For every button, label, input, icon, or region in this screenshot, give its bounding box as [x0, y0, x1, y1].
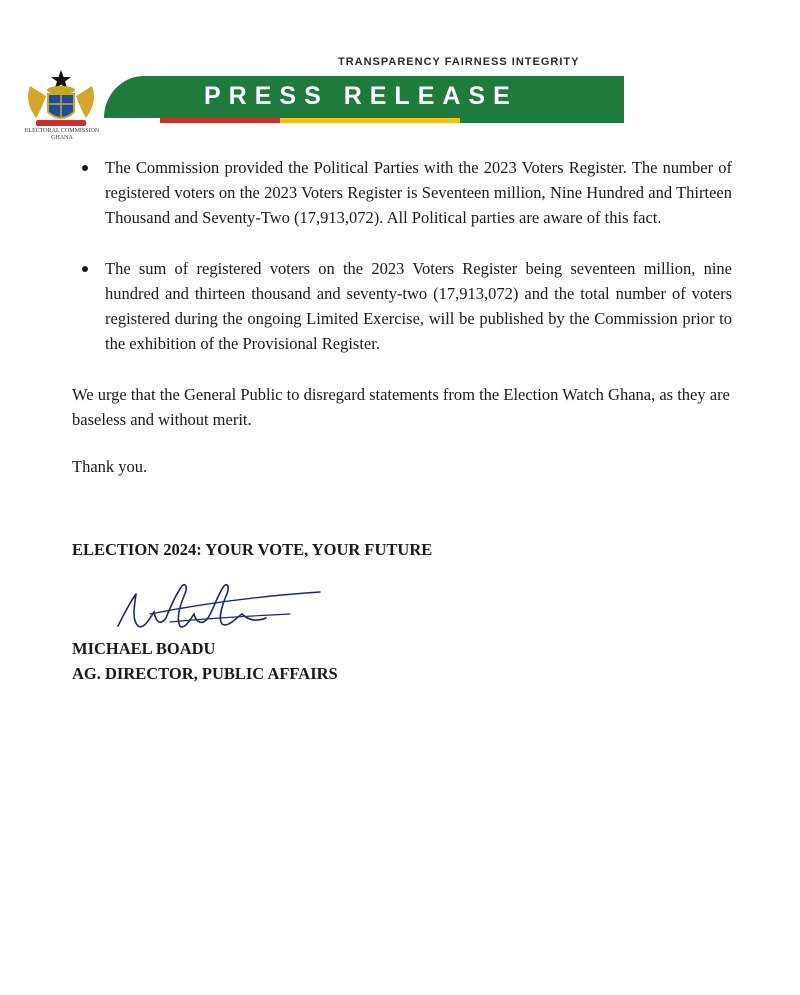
bullet-icon	[82, 165, 88, 171]
campaign-slogan: ELECTION 2024: YOUR VOTE, YOUR FUTURE	[72, 540, 433, 559]
org-name-line1: ELECTORAL COMMISSION	[24, 128, 100, 134]
bullet-item	[72, 155, 732, 230]
coat-of-arms-icon	[22, 68, 100, 130]
bullet-text: The sum of registered voters on the 2023 Voters Register being seventeen million, nine hundred and thirteen thousand and seventy-two (17,913,072) and the total number of voters registered during the ongoing Limited Exercise, will be published by the Commission prior to the exhibition of the Provisional Register.	[105, 259, 732, 353]
body-paragraph: We urge that the General Public to disregard statements from the Election Watch Ghana, as they are baseless and without merit.	[72, 385, 730, 429]
stripe-green	[460, 118, 624, 123]
document-body	[72, 155, 732, 686]
signature-block	[72, 562, 732, 636]
org-name-line2: GHANA	[51, 135, 73, 141]
tagline: TRANSPARENCY FAIRNESS INTEGRITY	[338, 56, 580, 68]
signatory-name: MICHAEL BOADU	[72, 639, 216, 658]
bullet-text: The Commission provided the Political Parties with the 2023 Voters Register. The number of registered voters on the 2023 Voters Register is Seventeen million, Nine Hundred and Thirteen Thousand and Seventy-Two (17,913,072). All Political parties are aware of this fact.	[105, 158, 732, 227]
banner-title: PRESS RELEASE	[204, 82, 518, 110]
press-release-banner	[104, 76, 624, 118]
bullet-item	[72, 256, 732, 356]
stripe-yellow	[280, 118, 460, 123]
bullet-icon	[82, 266, 88, 272]
color-stripe	[160, 118, 624, 123]
handwritten-signature-icon	[110, 574, 330, 642]
closing-text: Thank you.	[72, 457, 148, 476]
signatory-title: AG. DIRECTOR, PUBLIC AFFAIRS	[72, 664, 338, 683]
stripe-red	[160, 118, 280, 123]
org-name	[12, 128, 112, 142]
letterhead	[0, 0, 800, 141]
bullet-list	[72, 155, 732, 356]
